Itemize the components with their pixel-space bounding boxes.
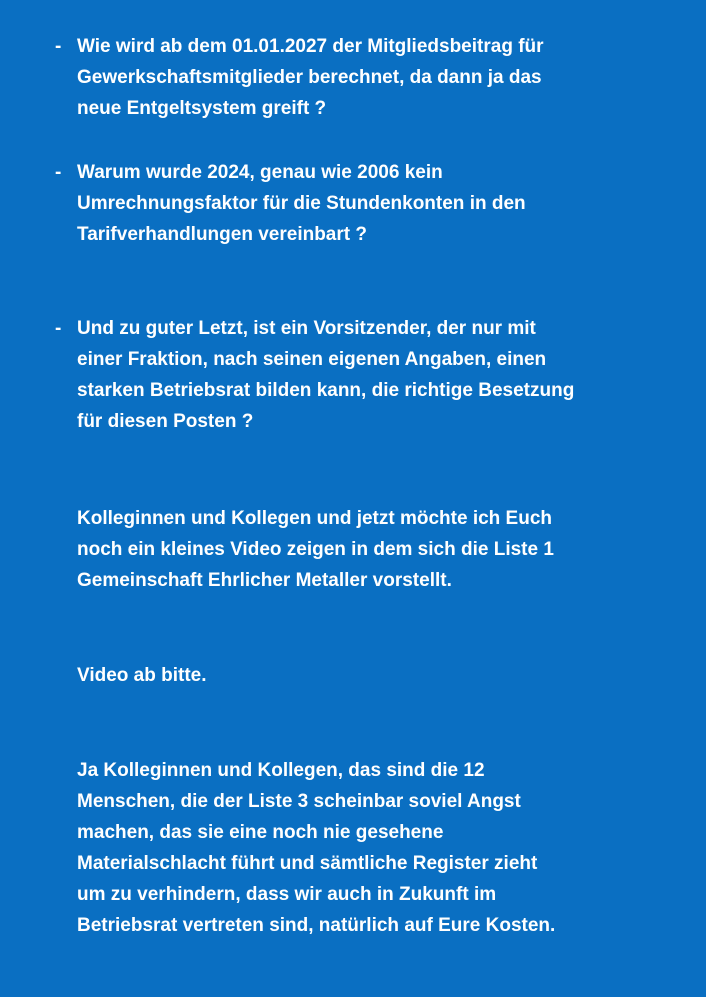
text-line: Materialschlacht führt und sämtliche Register zieht	[77, 853, 538, 874]
bullet-item	[55, 313, 677, 437]
text-line: starken Betriebsrat bilden kann, die richtige Besetzung	[77, 380, 575, 401]
text-line: Betriebsrat vertreten sind, natürlich auf Eure Kosten.	[77, 915, 556, 936]
text-line: Kolleginnen und Kollegen und jetzt möchte ich Euch	[77, 508, 553, 529]
bullet-item	[55, 157, 677, 250]
text-line: Ja Kolleginnen und Kollegen, das sind die 12	[77, 760, 485, 781]
text-line: neue Entgeltsystem greift ?	[77, 98, 327, 119]
text-line: noch ein kleines Video zeigen in dem sich die Liste 1	[77, 539, 554, 560]
bullet-marker: -	[55, 318, 62, 339]
text-line: Warum wurde 2024, genau wie 2006 kein	[77, 162, 443, 183]
bullet-marker: -	[55, 36, 62, 57]
bullet-item	[55, 31, 677, 124]
text-line: einer Fraktion, nach seinen eigenen Angaben, einen	[77, 349, 547, 370]
text-line: Tarifverhandlungen vereinbart ?	[77, 224, 367, 245]
text-line: Und zu guter Letzt, ist ein Vorsitzender, der nur mit	[77, 318, 536, 339]
text-line: Menschen, die der Liste 3 scheinbar soviel Angst	[77, 791, 521, 812]
text-line: Gemeinschaft Ehrlicher Metaller vorstellt.	[77, 570, 452, 591]
text-line: Umrechnungsfaktor für die Stundenkonten in den	[77, 193, 526, 214]
text-line: für diesen Posten ?	[77, 411, 254, 432]
text-line: um zu verhindern, dass wir auch in Zukunft im	[77, 884, 497, 905]
text-line: Wie wird ab dem 01.01.2027 der Mitgliedsbeitrag für	[77, 36, 544, 57]
bullet-marker: -	[55, 162, 62, 183]
paragraph	[77, 755, 677, 941]
text-line: Video ab bitte.	[77, 665, 207, 686]
text-line: Gewerkschaftsmitglieder berechnet, da dann ja das	[77, 67, 542, 88]
paragraph	[77, 503, 677, 596]
text-line: machen, das sie eine noch nie gesehene	[77, 822, 444, 843]
paragraph	[77, 660, 677, 691]
